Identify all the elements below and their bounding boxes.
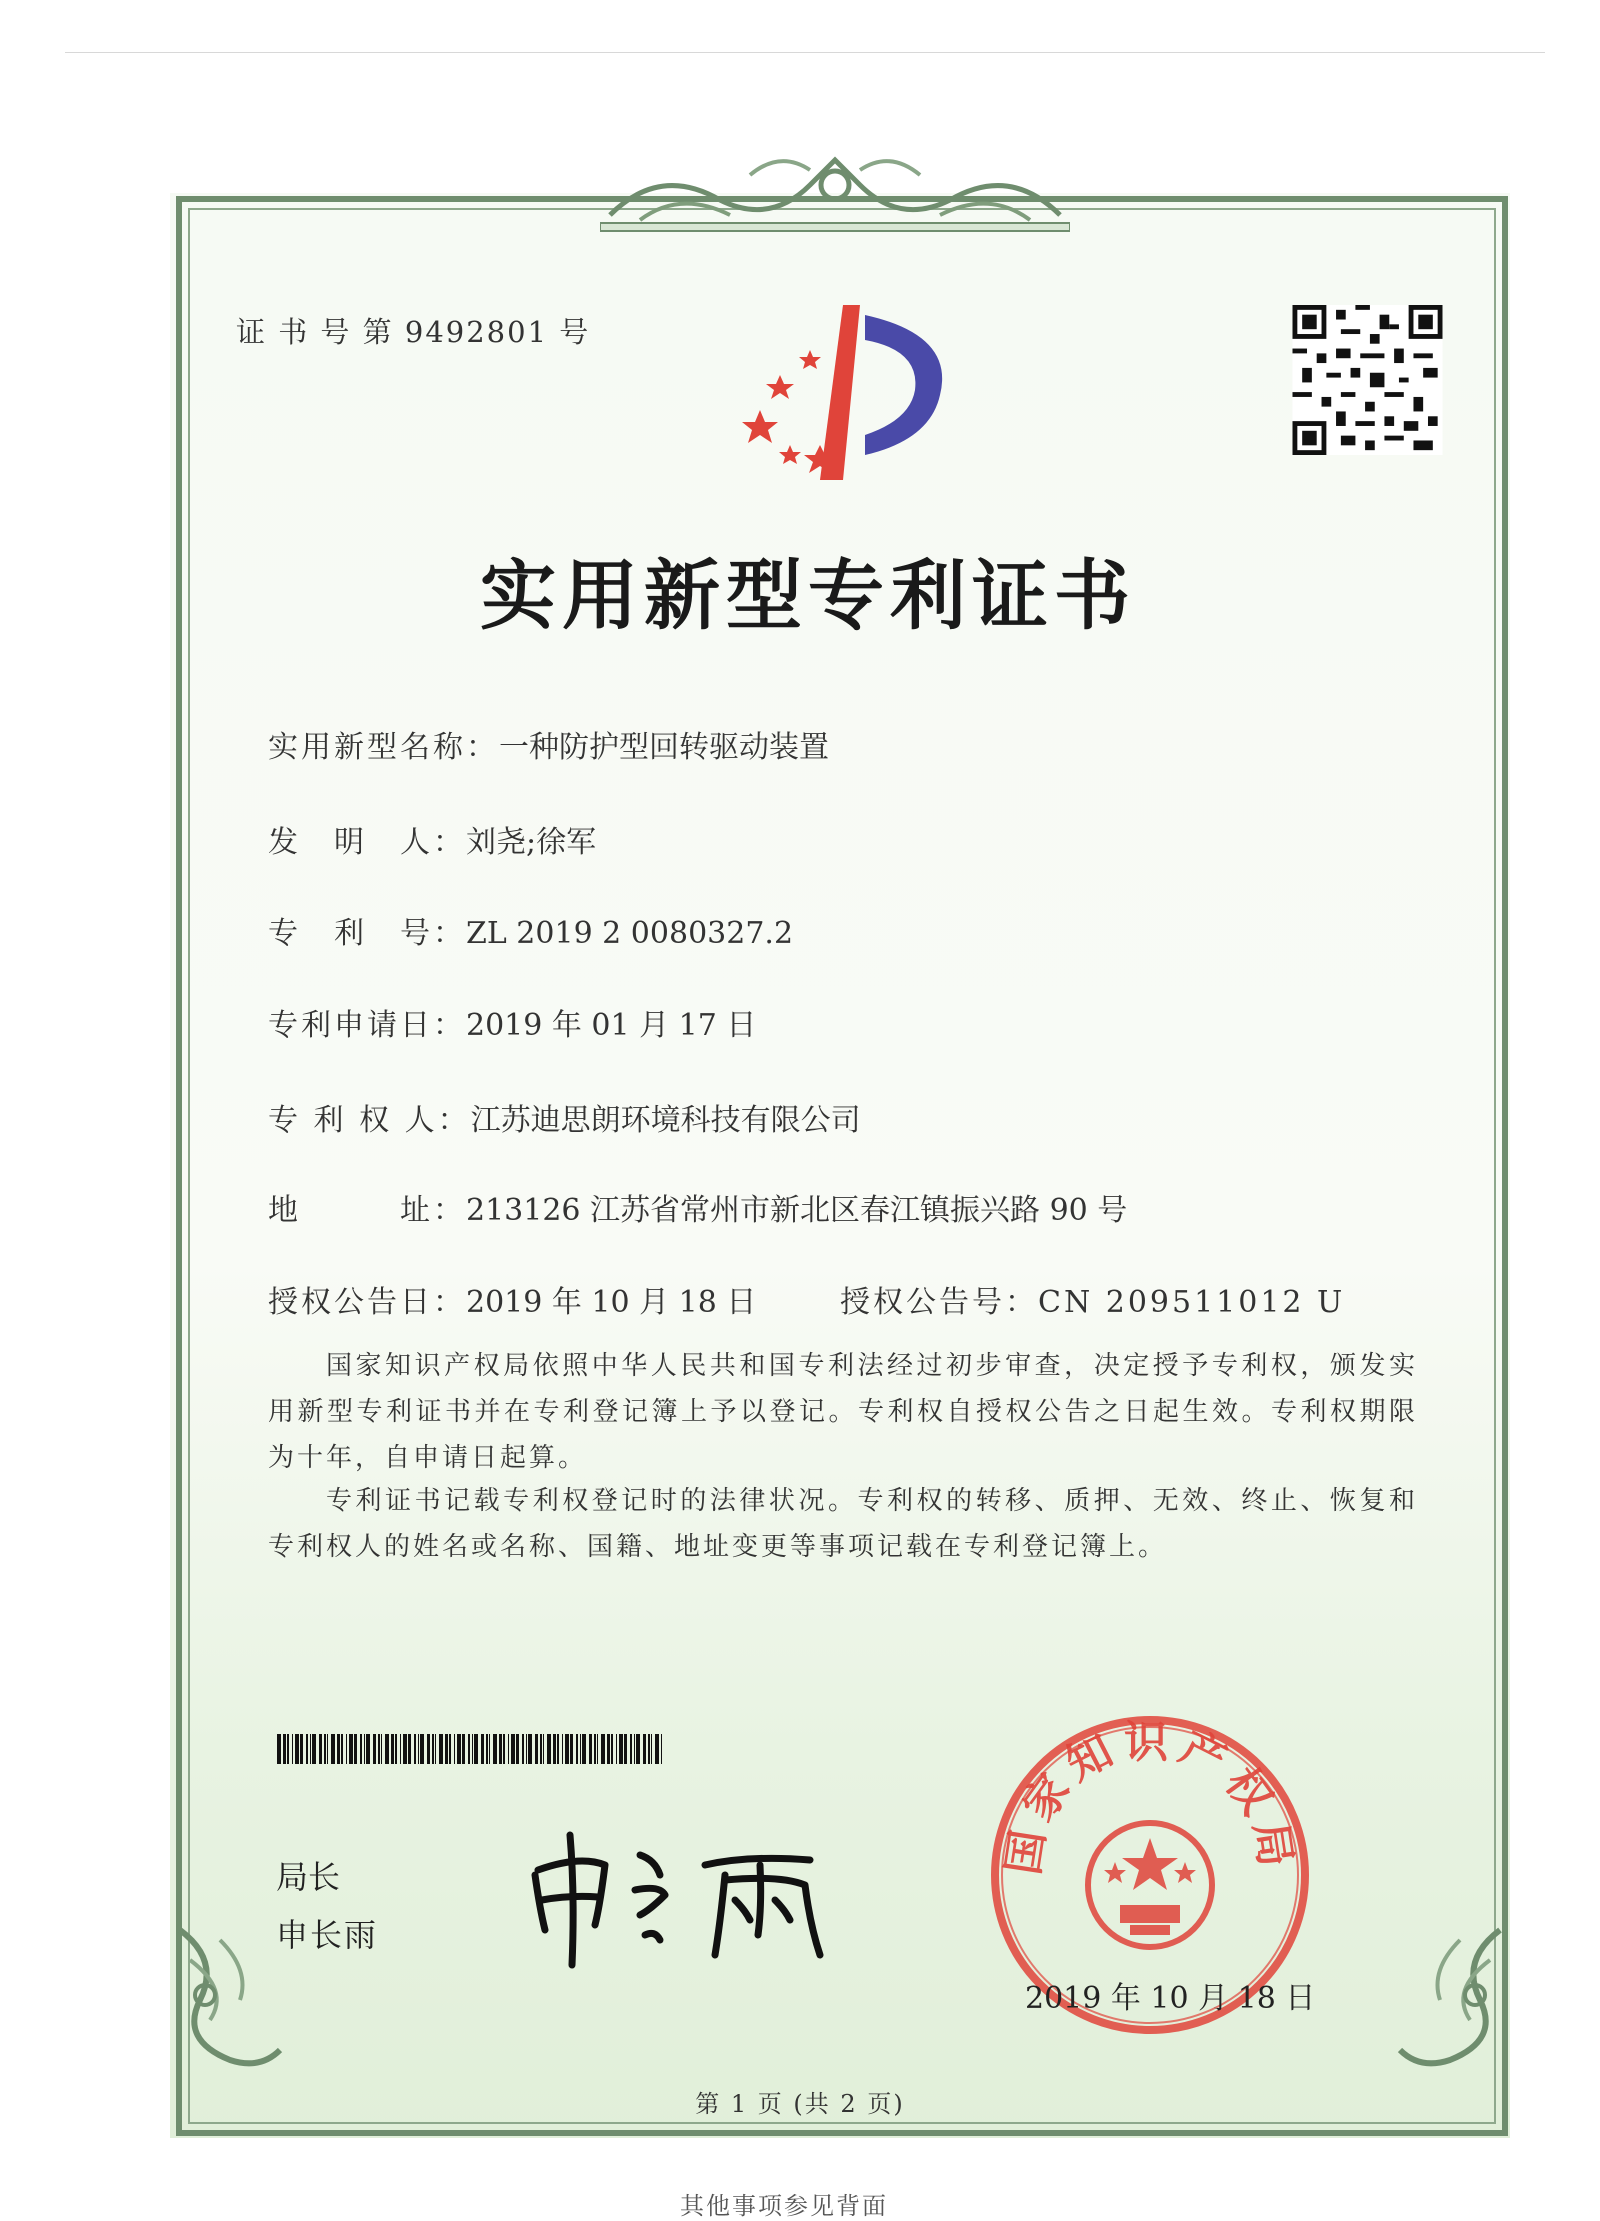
barcode-bar (432, 1734, 434, 1764)
page-top-line (65, 52, 1545, 53)
field-label: 实用新型名称： (268, 730, 499, 765)
barcode-bar (636, 1734, 640, 1764)
barcode-bar (472, 1734, 473, 1764)
barcode-bar (565, 1734, 569, 1764)
barcode-bar (535, 1734, 538, 1764)
barcode-bar (540, 1734, 542, 1764)
barcode-bar (395, 1734, 397, 1764)
barcode-bar (462, 1734, 465, 1764)
field-label: 授权公告号： (840, 1285, 1038, 1320)
director-title: 局长 (276, 1858, 341, 1896)
barcode-bar (324, 1734, 326, 1764)
barcode-bar (547, 1734, 551, 1764)
field-label: 专 利 权 人： (268, 1103, 471, 1138)
field-label: 专 利 号： (268, 916, 466, 951)
barcode-bar (651, 1734, 652, 1764)
field-label: 授权公告日： (268, 1285, 466, 1320)
barcode-bar (661, 1734, 662, 1764)
field-value: 一种防护型回转驱动装置 (499, 730, 829, 765)
barcode-bar (607, 1734, 610, 1764)
barcode-bar (373, 1734, 376, 1764)
barcode-bar (327, 1734, 328, 1764)
page-indicator: 第 1 页 (共 2 页) (695, 2090, 905, 2118)
barcode-bar (381, 1734, 382, 1764)
field-address (268, 1185, 1127, 1229)
barcode-bar (516, 1734, 519, 1764)
field-utility-model-name (268, 722, 829, 766)
barcode-bar (445, 1734, 448, 1764)
barcode (277, 1734, 662, 1764)
seal-date: 2019 年 10 月 18 日 (1025, 1981, 1316, 2016)
barcode-bar (570, 1734, 573, 1764)
barcode-bar (331, 1734, 335, 1764)
field-value: 江苏迪思朗环境科技有限公司 (470, 1103, 861, 1138)
barcode-bar (341, 1734, 343, 1764)
barcode-bar (601, 1734, 605, 1764)
barcode-bar (528, 1734, 532, 1764)
barcode-bar (557, 1734, 559, 1764)
barcode-bar (619, 1734, 623, 1764)
barcode-bar (457, 1734, 461, 1764)
field-label: 专利申请日： (268, 1008, 466, 1043)
barcode-bar (489, 1734, 490, 1764)
barcode-bar (499, 1734, 502, 1764)
barcode-bar (364, 1734, 365, 1764)
barcode-bar (400, 1734, 401, 1764)
barcode-bar (287, 1734, 289, 1764)
field-value: CN 209511012 U (1038, 1285, 1346, 1320)
field-value: 2019 年 01 月 17 日 (466, 1008, 757, 1043)
barcode-bar (481, 1734, 484, 1764)
seal-text: 国家知识产权局 (997, 1717, 1303, 1878)
barcode-bar (300, 1734, 303, 1764)
barcode-bar (503, 1734, 505, 1764)
statement-paragraph-2: 专利证书记载专利权登记时的法律状况。专利权的转移、质押、无效、终止、恢复和专利权人的姓名或名称、国籍、地址变更等事项记载在专利登记簿上。 (268, 1486, 1418, 1562)
barcode-bar (474, 1734, 478, 1764)
field-value: ZL 2019 2 0080327.2 (466, 916, 794, 951)
barcode-bar (454, 1734, 455, 1764)
barcode-bar (366, 1734, 370, 1764)
field-filing-date (268, 1000, 756, 1044)
field-value: 2019 年 10 月 18 日 (466, 1285, 757, 1320)
barcode-bar (435, 1734, 436, 1764)
barcode-bar (582, 1734, 586, 1764)
barcode-bar (391, 1734, 394, 1764)
barcode-bar (306, 1734, 308, 1764)
barcode-bar (493, 1734, 497, 1764)
field-value: 213126 江苏省常州市新北区春江镇振兴路 90 号 (466, 1193, 1128, 1228)
barcode-bar (486, 1734, 488, 1764)
barcode-bar (624, 1734, 627, 1764)
barcode-bar (346, 1734, 347, 1764)
field-patent-number (268, 908, 793, 952)
field-inventor (268, 817, 596, 861)
barcode-bar (526, 1734, 527, 1764)
statement-paragraph-1: 国家知识产权局依照中华人民共和国专利法经过初步审查，决定授予专利权，颁发实用新型专利证书并在专利登记簿上予以登记。专利权自授权公告之日起生效。专利权期限为十年，自申请日起算。 (268, 1351, 1418, 1473)
field-patentee (268, 1095, 861, 1139)
barcode-bar (594, 1734, 596, 1764)
barcode-bar (319, 1734, 322, 1764)
barcode-bar (418, 1734, 419, 1764)
certificate-title: 实用新型专利证书 (480, 551, 1136, 640)
barcode-bar (522, 1734, 524, 1764)
barcode-bar (337, 1734, 340, 1764)
field-label: 地 址： (268, 1193, 466, 1228)
barcode-bar (648, 1734, 650, 1764)
barcode-bar (543, 1734, 544, 1764)
barcode-bar (310, 1734, 311, 1764)
barcode-bar (634, 1734, 635, 1764)
barcode-bar (576, 1734, 578, 1764)
barcode-bar (643, 1734, 646, 1764)
barcode-bar (295, 1734, 299, 1764)
barcode-bar (354, 1734, 357, 1764)
barcode-bar (385, 1734, 389, 1764)
field-announcement-date (268, 1277, 756, 1321)
barcode-bar (414, 1734, 416, 1764)
barcode-bar (562, 1734, 563, 1764)
barcode-bar (508, 1734, 509, 1764)
barcode-bar (408, 1734, 411, 1764)
top-ornament (600, 145, 1070, 235)
barcode-bar (420, 1734, 424, 1764)
bottom-left-corner-ornament (160, 1920, 290, 2070)
director-name: 申长雨 (276, 1916, 379, 1954)
barcode-bar (427, 1734, 430, 1764)
barcode-bar (277, 1734, 281, 1764)
barcode-bar (611, 1734, 613, 1764)
barcode-bar (616, 1734, 617, 1764)
barcode-bar (378, 1734, 380, 1764)
qr-code (1290, 305, 1445, 455)
barcode-bar (449, 1734, 451, 1764)
back-side-note: 其他事项参见背面 (680, 2192, 888, 2220)
barcode-bar (511, 1734, 515, 1764)
barcode-bar (292, 1734, 293, 1764)
barcode-bar (349, 1734, 353, 1764)
barcode-bar (283, 1734, 286, 1764)
barcode-bar (360, 1734, 362, 1764)
bottom-right-corner-ornament (1390, 1920, 1520, 2070)
barcode-bar (589, 1734, 592, 1764)
field-label: 发 明 人： (268, 825, 466, 860)
handwritten-signature (520, 1815, 850, 1975)
certificate-number: 证 书 号 第 9492801 号 (236, 315, 591, 349)
barcode-bar (655, 1734, 659, 1764)
cnipa-logo (725, 295, 965, 485)
barcode-bar (580, 1734, 581, 1764)
barcode-bar (630, 1734, 632, 1764)
barcode-bar (553, 1734, 556, 1764)
barcode-bar (439, 1734, 443, 1764)
field-announcement-number (840, 1277, 1345, 1321)
barcode-bar (312, 1734, 316, 1764)
barcode-bar (403, 1734, 407, 1764)
barcode-bar (597, 1734, 598, 1764)
barcode-bar (468, 1734, 470, 1764)
field-value: 刘尧;徐军 (466, 825, 597, 860)
